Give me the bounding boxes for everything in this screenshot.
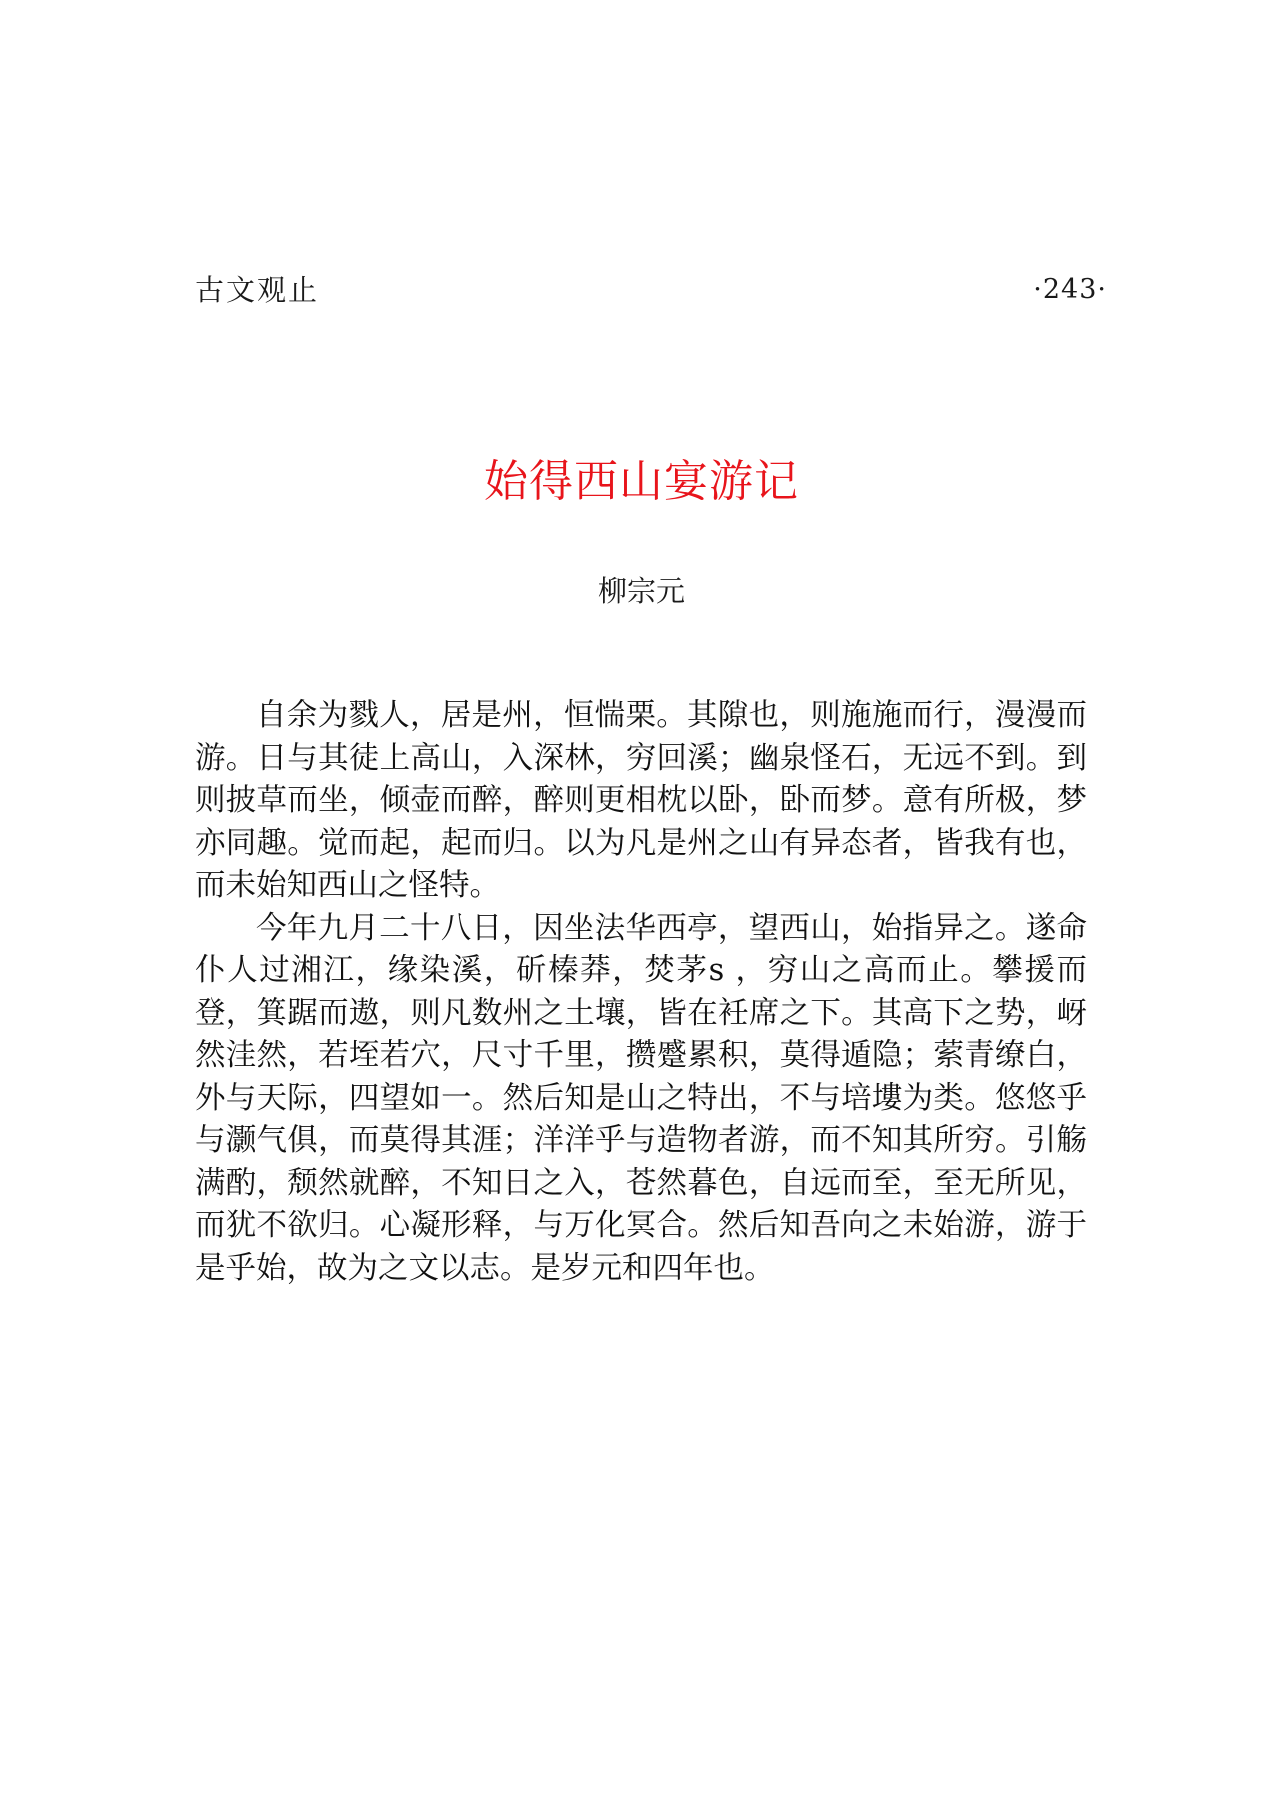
running-header	[195, 268, 1107, 312]
book-title: 古文观止	[195, 273, 320, 307]
author-name: 柳宗元	[597, 574, 685, 608]
paragraph-1: 自余为戮人，居是州，恒惴栗。其隙也，则施施而行，漫漫而游。日与其徒上高山，入深林，穷回溪；幽泉怪石，无远不到。到则披草而坐，倾壶而醉，醉则更相枕以卧，卧而梦。意有所极，梦亦同趣。觉而起，起而归。以为凡是州之山有异态者，皆我有也，而未始知西山之怪特。	[195, 698, 1087, 903]
paragraph-2: 今年九月二十八日，因坐法华西亭，望西山，始指异之。遂命仆人过湘江，缘染溪，斫榛莽，焚茅s ，穷山之高而止。攀援而登，箕踞而遨，则凡数州之土壤，皆在衽席之下。其高下之势，岈然洼然，若垤若穴，尺寸千里，攒蹙累积，莫得遁隐；萦青缭白，外与天际，四望如一。然后知是山之特出，不与培塿为类。悠悠乎与灏气俱，而莫得其涯；洋洋乎与造物者游，而不知其所穷。引觞满酌，颓然就醉，不知日之入，苍然暮色，自远而至，至无所见，而犹不欲归。心凝形释，与万化冥合。然后知吾向之未始游，游于是乎始，故为之文以志。是岁元和四年也。	[195, 910, 1087, 1286]
article-title: 始得西山宴游记	[484, 456, 799, 507]
article-body	[195, 695, 1087, 1290]
page-number: ·243·	[1033, 274, 1107, 305]
